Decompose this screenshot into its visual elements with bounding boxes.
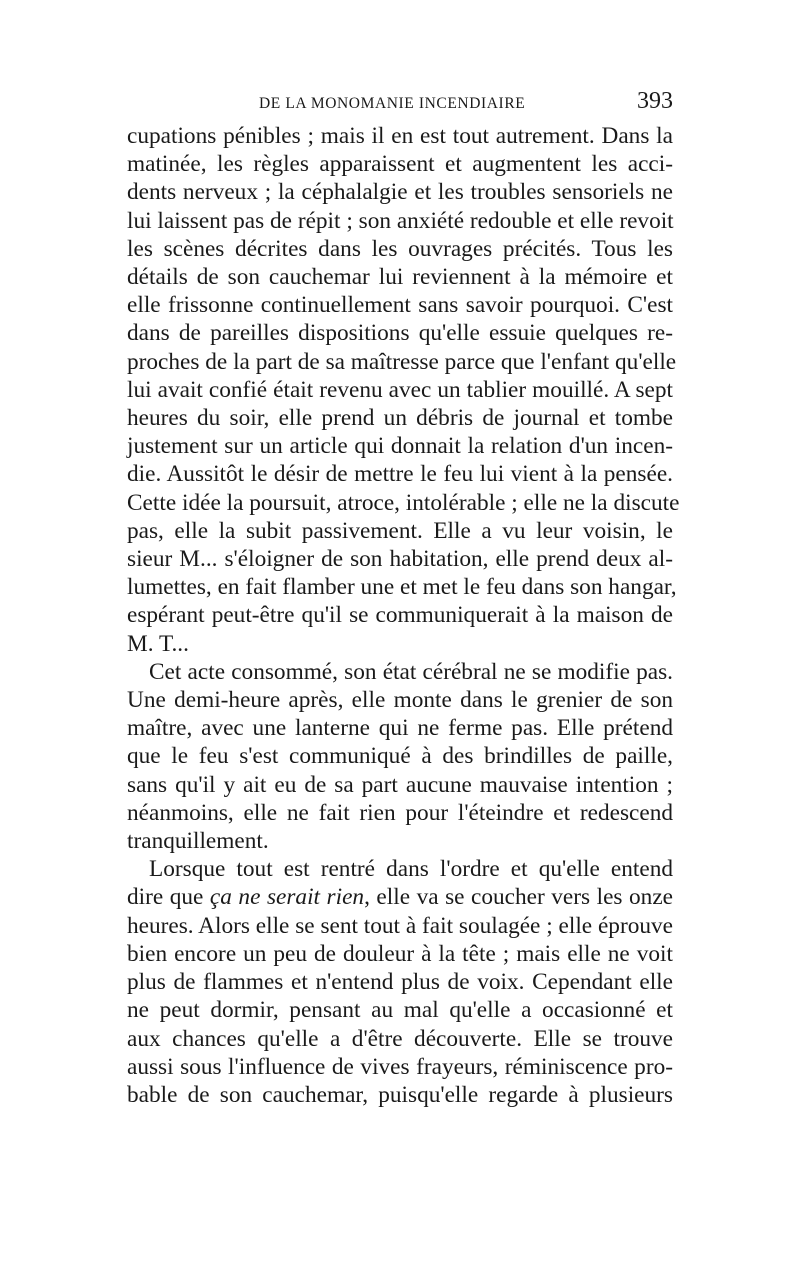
text-line: aux chances qu'elle a d'être découverte. Elle se trouve [127, 1025, 673, 1052]
text-line: dents nerveux ; la céphalalgie et les troubles sensoriels ne [127, 179, 673, 206]
text-segment: dire que [127, 884, 210, 911]
book-page [127, 88, 680, 1109]
text-line-with-italic [127, 883, 673, 911]
text-line: lui avait confié était revenu avec un tablier mouillé. A sept [127, 376, 673, 403]
paragraph-3 [127, 855, 673, 1109]
text-line: espérant peut-être qu'il se communiquerait à la maison de [127, 602, 673, 629]
running-header [127, 88, 673, 122]
text-line: heures. Alors elle se sent tout à fait soulagée ; elle éprouve [127, 912, 673, 939]
text-line: matinée, les règles apparaissent et augmentent les acci- [127, 151, 673, 178]
running-title: DE LA MONOMANIE INCENDIAIRE [259, 95, 526, 112]
page-number: 393 [637, 88, 673, 114]
text-line: sans qu'il y ait eu de sa part aucune mauvaise intention ; [127, 771, 673, 798]
text-line: heures du soir, elle prend un débris de journal et tombe [127, 405, 673, 432]
text-line: tranquillement. [127, 828, 269, 855]
text-line: sieur M... s'éloigner de son habitation, elle prend deux al- [127, 546, 673, 573]
text-line: néanmoins, elle ne fait rien pour l'éteindre et redescend [127, 799, 673, 826]
text-segment: , elle va se coucher vers les onze [364, 884, 673, 911]
text-line: cupations pénibles ; mais il en est tout autrement. Dans la [127, 123, 673, 149]
paragraph-2 [127, 658, 673, 855]
text-line: bable de son cauchemar, puisqu'elle regarde à plusieurs [127, 1081, 673, 1108]
text-line: bien encore un peu de douleur à la tête ; mais elle ne voit [127, 940, 673, 967]
text-line: justement sur un article qui donnait la relation d'un incen- [127, 433, 673, 460]
text-line: Cette idée la poursuit, atroce, intolérable ; elle ne la discute [127, 489, 680, 516]
text-line: dans de pareilles dispositions qu'elle essuie quelques re- [127, 320, 673, 347]
text-line: lui laissent pas de répit ; son anxiété redouble et elle revoit [127, 207, 674, 234]
text-line: Cet acte consommé, son état cérébral ne se modifie pas. [149, 658, 673, 685]
text-line: les scènes décrites dans les ouvrages précités. Tous les [127, 235, 673, 262]
text-line: plus de flammes et n'entend plus de voix. Cependant elle [127, 969, 673, 996]
text-line: Une demi-heure après, elle monte dans le grenier de son [127, 687, 673, 714]
text-line: elle frissonne continuellement sans savoir pourquoi. C'est [127, 292, 673, 319]
text-line: M. T... [127, 630, 189, 657]
text-line: proches de la part de sa maîtresse parce que l'enfant qu'elle [127, 348, 677, 375]
italic-phrase: ça ne serait rien [209, 884, 365, 911]
text-line: maître, avec une lanterne qui ne ferme pas. Elle prétend [127, 715, 673, 742]
text-line: que le feu s'est communiqué à des brindilles de paille, [127, 743, 673, 770]
paragraph-1 [127, 122, 680, 658]
text-line: ne peut dormir, pensant au mal qu'elle a occasionné et [127, 997, 673, 1024]
text-line: die. Aussitôt le désir de mettre le feu lui vient à la pensée. [127, 461, 673, 488]
text-line: aussi sous l'influence de vives frayeurs, réminiscence pro- [127, 1053, 673, 1080]
text-line: pas, elle la subit passivement. Elle a vu leur voisin, le [127, 517, 673, 544]
text-line: détails de son cauchemar lui reviennent à la mémoire et [127, 264, 673, 291]
text-line: lumettes, en fait flamber une et met le feu dans son hangar, [127, 574, 677, 601]
body-text [127, 122, 680, 1109]
text-line: Lorsque tout est rentré dans l'ordre et qu'elle entend [149, 856, 673, 883]
